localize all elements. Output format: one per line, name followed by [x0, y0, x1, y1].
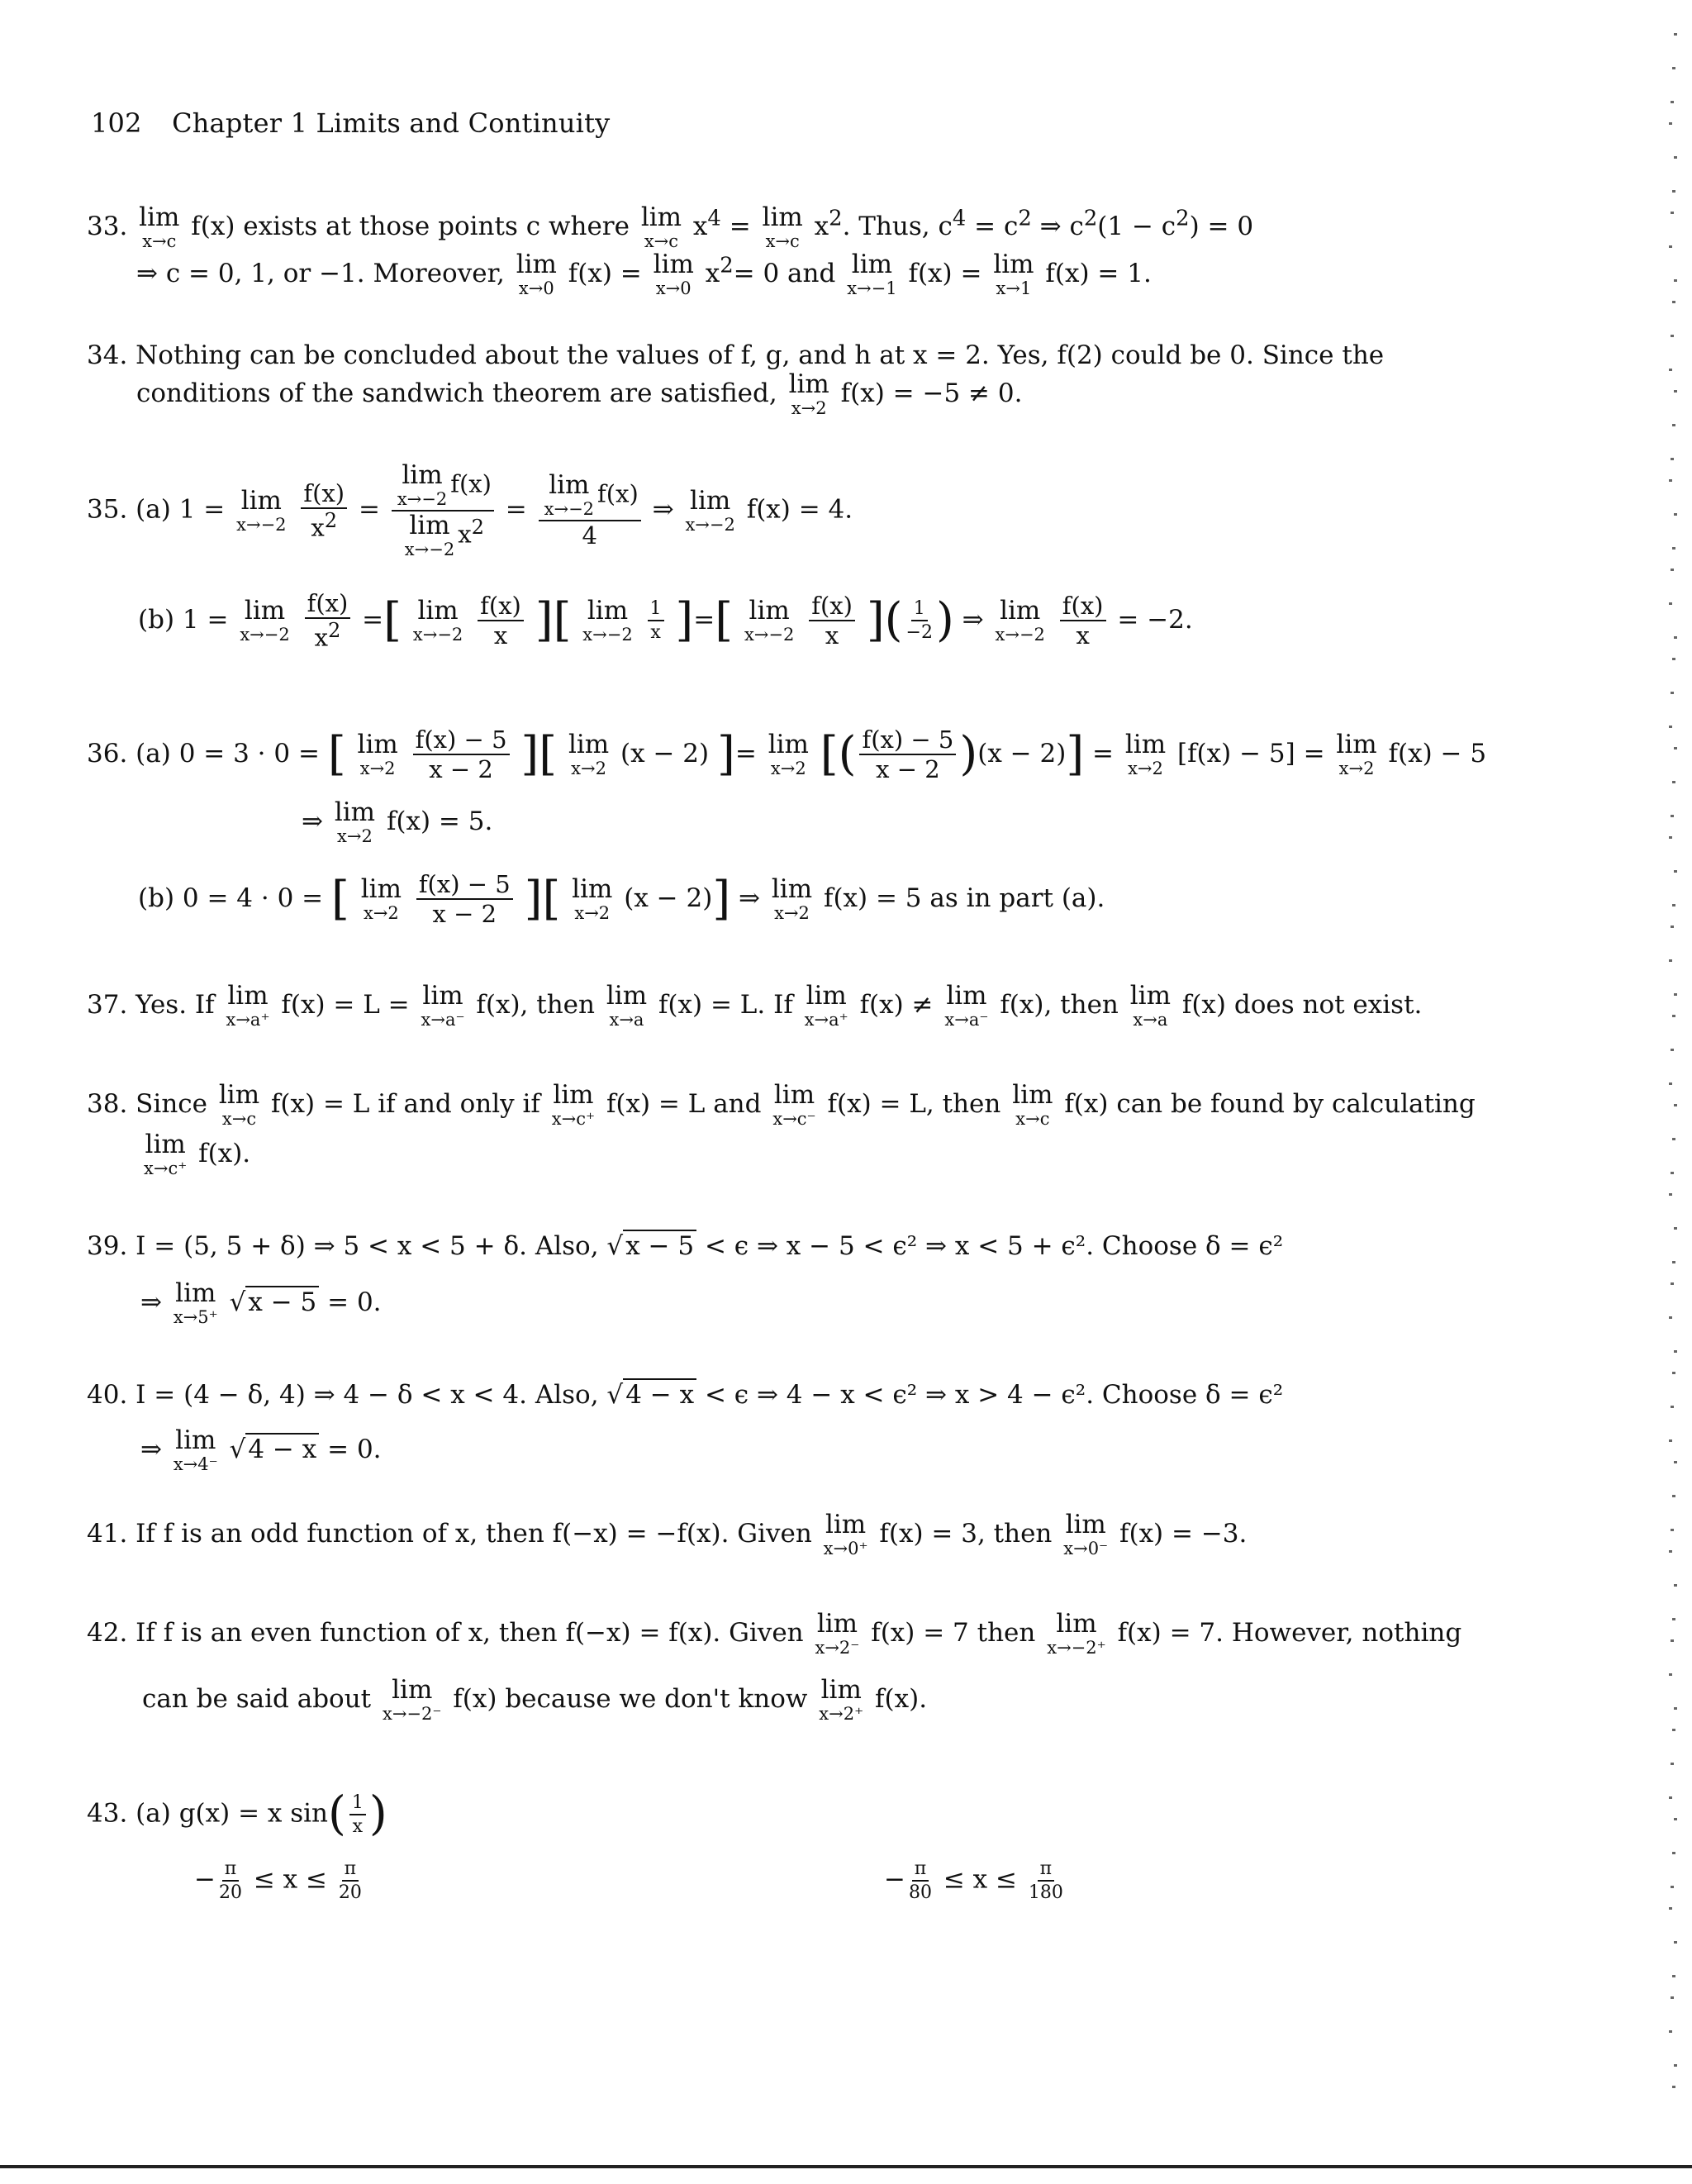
edge-mark [1669, 726, 1672, 728]
edge-mark [1674, 390, 1677, 393]
page-header [91, 107, 610, 139]
fraction: lim x→−2 f(x) lim x→−2 $x^2$ [392, 463, 494, 559]
edge-mark [1671, 1763, 1674, 1765]
edge-mark [1671, 335, 1674, 337]
problem-34-line-1: 34. Nothing can be concluded about the values of f, g, and h at x = 2. Yes, f(2) could be 0. Since the [87, 340, 1385, 370]
edge-mark [1671, 1049, 1674, 1051]
problem-35b: (b) 1 = lim x→−2 $\frac{f(x)}{x^2}$ =[ lim x→−2 $\frac{f(x)}{x}$ ][ lim x→−2 $\frac{1}{x}$ ]=[ lim x→−2 $\frac{f(x)}{x}$ ]( $\frac{1}{-2}$ ) ⇒ lim x→−2 $\frac{f(x)}{x}$ = −2. [138, 589, 1193, 653]
edge-mark [1669, 836, 1672, 839]
problem-number: 38. [87, 1089, 128, 1119]
edge-mark [1671, 925, 1674, 928]
edge-mark [1672, 658, 1675, 660]
edge-mark [1672, 1261, 1675, 1263]
limit: lim x→c [139, 202, 180, 251]
edge-mark [1674, 1461, 1677, 1463]
bottom-rule [0, 2165, 1692, 2168]
edge-mark [1672, 1975, 1675, 1977]
edge-mark [1672, 547, 1675, 550]
limit: lim x→2 [788, 369, 829, 418]
edge-mark [1671, 458, 1674, 460]
problem-number: 39. [87, 1231, 128, 1261]
limit: lim x→−2 [236, 485, 287, 535]
problem-number: 37. [87, 990, 128, 1020]
edge-mark [1669, 1082, 1672, 1085]
problem-42-line-2: can be said about lim x→−2⁻ f(x) because we don't know lim x→2⁺ f(x). [142, 1675, 928, 1724]
edge-mark [1674, 156, 1677, 159]
problem-35a: 35. (a) 1 = lim x→−2 $\frac{f(x)}{x^2}$ = lim x→−2 f(x) lim x→−2 $x^2$ = lim x→−2 f(x) 4 ⇒ lim x→−2 f(x) = 4. [87, 460, 853, 559]
edge-mark [1674, 33, 1677, 36]
edge-mark [1674, 1104, 1677, 1106]
edge-mark [1674, 993, 1677, 996]
edge-mark [1674, 1707, 1677, 1710]
problem-40-line-2: ⇒ lim x→4⁻ √4 − x = 0. [140, 1425, 382, 1474]
edge-mark [1669, 1673, 1672, 1676]
edge-mark [1671, 569, 1674, 571]
edge-mark [1672, 1372, 1675, 1374]
problem-33-line-1: 33. lim x→c f(x) exists at those points c where lim x→c $x^4$ = lim x→c $x^2$. Thus, $c^4 = c^2$ ⇒ $c^2(1 - c^2) = 0$ [87, 202, 1254, 251]
fraction: $\frac{f(x)}{x^2}$ [301, 481, 347, 541]
edge-mark [1669, 2030, 1672, 2033]
problem-36b: (b) 0 = 4 · 0 = [ lim x→2 $\frac{f(x) - 5}{x - 2}$ ][ lim x→2 (x − 2)] ⇒ lim x→2 f(x) = 5 as in part (a). [138, 870, 1105, 929]
edge-mark [1671, 1529, 1674, 1531]
chapter-title: Chapter 1 Limits and Continuity [172, 107, 611, 139]
limit: lim x→0 [653, 250, 694, 298]
edge-mark [1669, 1796, 1672, 1799]
edge-mark [1672, 301, 1675, 303]
problem-number: 34. [87, 340, 128, 370]
edge-mark [1669, 245, 1672, 248]
problem-39-line-1: 39. I = (5, 5 + δ) ⇒ 5 < x < 5 + δ. Also, √x − 5 < ϵ ⇒ x − 5 < ϵ² ⇒ x < 5 + ϵ². Choose δ = ϵ² [87, 1231, 1284, 1261]
edge-mark [1669, 369, 1672, 371]
problem-number: 40. [87, 1380, 128, 1410]
edge-mark [1674, 1350, 1677, 1353]
problem-38-line-2: lim x→c⁺ f(x). [144, 1130, 251, 1178]
limit: lim x→1 [993, 250, 1034, 298]
problem-33-line-2: ⇒ c = 0, 1, or −1. Moreover, lim x→0 f(x) = lim x→0 $x^2= 0$ and lim x→−1 f(x) = lim x→1 f(x) = 1. [136, 250, 1152, 298]
problem-39-line-2: ⇒ lim x→5⁺ √x − 5 = 0. [140, 1278, 382, 1327]
interval-left: − $\frac{\pi}{20}$ ≤ x ≤ $\frac{\pi}{20}$ [194, 1858, 362, 1904]
edge-mark [1669, 1316, 1672, 1319]
limit: lim x→−1 [847, 250, 897, 298]
problem-number: 35. [87, 494, 128, 525]
page-number: 102 [91, 107, 142, 139]
edge-mark [1669, 1439, 1672, 1442]
edge-mark [1671, 212, 1674, 214]
problem-number: 41. [87, 1519, 128, 1549]
limit: lim x→c [762, 202, 803, 251]
problem-41: 41. If f is an odd function of x, then f(−x) = −f(x). Given lim x→0⁺ f(x) = 3, then lim x→0⁻ f(x) = −3. [87, 1510, 1248, 1558]
edge-mark [1672, 190, 1675, 193]
interval-right: − $\frac{\pi}{80}$ ≤ x ≤ $\frac{\pi}{180}$ [884, 1858, 1063, 1904]
edge-mark [1671, 1886, 1674, 1888]
edge-mark [1672, 1729, 1675, 1731]
page-edge-marks [1669, 33, 1677, 2148]
limit: lim x→−2 [685, 485, 735, 535]
problem-number: 42. [87, 1618, 128, 1648]
edge-mark [1674, 1584, 1677, 1587]
edge-mark [1671, 1639, 1674, 1642]
edge-mark [1669, 1907, 1672, 1910]
problem-40-line-1: 40. I = (4 − δ, 4) ⇒ 4 − δ < x < 4. Also, √4 − x < ϵ ⇒ 4 − x < ϵ² ⇒ x > 4 − ϵ². Choose δ = ϵ² [87, 1380, 1284, 1410]
problem-number: 43. [87, 1798, 128, 1829]
edge-mark [1669, 122, 1672, 125]
fraction: lim x→−2 f(x) 4 [539, 473, 641, 548]
problem-number: 33. [87, 212, 128, 241]
edge-mark [1672, 1618, 1675, 1620]
edge-mark [1672, 1495, 1675, 1497]
edge-mark [1671, 1282, 1674, 1285]
edge-mark [1672, 424, 1675, 426]
edge-mark [1674, 513, 1677, 516]
problem-43a: 43. (a) g(x) = x sin( $\frac{1}{x}$ ) [87, 1787, 387, 1841]
edge-mark [1671, 1406, 1674, 1408]
problem-36a-line-1: 36. (a) 0 = 3 · 0 = [ lim x→2 $\frac{f(x) - 5}{x - 2}$ ][ lim x→2 (x − 2) ]= lim x→2 [( $\frac{f(x) - 5}{x - 2}$ )(x − 2)] = lim x→2 [f(x) − 5] = lim x→2 f(x) − 5 [87, 726, 1487, 784]
edge-mark [1672, 2086, 1675, 2088]
edge-mark [1674, 279, 1677, 282]
edge-mark [1674, 1818, 1677, 1820]
limit: lim x→c [640, 202, 682, 251]
edge-mark [1672, 67, 1675, 69]
edge-mark [1669, 479, 1672, 482]
edge-mark [1672, 904, 1675, 906]
edge-mark [1671, 815, 1674, 817]
edge-mark [1672, 1852, 1675, 1854]
problem-34-line-2: conditions of the sandwich theorem are satisfied, lim x→2 f(x) = −5 ≠ 0. [136, 369, 1023, 418]
text: f(x) exists at those points c where [191, 212, 630, 241]
problem-42-line-1: 42. If f is an even function of x, then f(−x) = f(x). Given lim x→2⁻ f(x) = 7 then lim x→−2⁺ f(x) = 7. However, nothing [87, 1609, 1462, 1658]
edge-mark [1674, 636, 1677, 639]
edge-mark [1674, 870, 1677, 873]
edge-mark [1674, 1941, 1677, 1944]
edge-mark [1672, 1015, 1675, 1017]
edge-mark [1669, 1193, 1672, 1196]
edge-mark [1674, 1227, 1677, 1230]
edge-mark [1669, 602, 1672, 605]
edge-mark [1669, 1550, 1672, 1553]
problem-37: 37. Yes. If lim x→a⁺ f(x) = L = lim x→a⁻ f(x), then lim x→a f(x) = L. If lim x→a⁺ f(x) ≠ lim x→a⁻ f(x), then lim x→a f(x) does not exist. [87, 981, 1423, 1030]
problem-number: 36. [87, 738, 128, 768]
edge-mark [1674, 2064, 1677, 2067]
problem-38-line-1: 38. Since lim x→c f(x) = L if and only if lim x→c⁺ f(x) = L and lim x→c⁻ f(x) = L, then lim x→c f(x) can be found by calculating [87, 1080, 1476, 1129]
edge-mark [1671, 1996, 1674, 1999]
edge-mark [1671, 692, 1674, 694]
edge-mark [1669, 959, 1672, 962]
edge-mark [1672, 1138, 1675, 1140]
limit: lim x→0 [516, 250, 557, 298]
edge-mark [1671, 101, 1674, 103]
edge-mark [1672, 781, 1675, 783]
edge-mark [1671, 1172, 1674, 1174]
problem-36a-line-2: ⇒ lim x→2 f(x) = 5. [302, 797, 493, 846]
edge-mark [1674, 747, 1677, 749]
